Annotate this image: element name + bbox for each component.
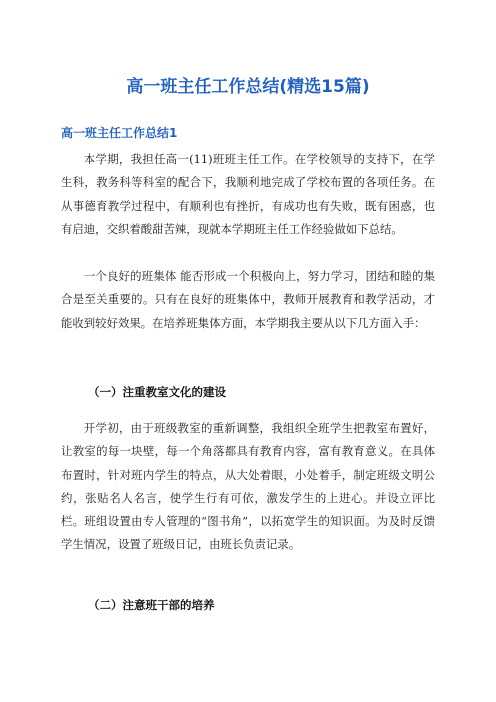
document-title: 高一班主任工作总结(精选15篇) (126, 77, 370, 97)
paragraph-3: 开学初，由于班级教室的重新调整，我组织全班学生把教室布置好，让教室的每一块壁，每一个角落都具有教育内容，富有教育意义。在具体布置时，针对班内学生的特点，从大处着眼，小处着手，制定班级文明公约，张贴名人名言，使学生行有可依，激发学生的上进心。并设立评比栏。班组设置由专人管理的“图书角”，以拓宽学生的知识面。为及时反馈学生情况，设置了班级日记，由班长负责记录。 (61, 421, 435, 552)
subheading-classroom-culture: （一）注重教室文化的建设 (88, 385, 226, 399)
paragraph-1: 本学期，我担任高一(11)班班主任工作。在学校领导的支持下，在学生科，教务科等科室的配合下，我顺利地完成了学校布置的各项任务。在从事德育教学过程中，有顺利也有挫折，有成功也有失败，既有困惑，也有启迪，交织着酸甜苦辣，现就本学期班主任工作经验做如下总结。 (61, 152, 435, 236)
paragraph-2: 一个良好的班集体 能否形成一个积极向上，努力学习，团结和睦的集合是至关重要的。只有在良好的班集体中，教师开展教育和教学活动，才能收到较好效果。在培养班集体方面，本学期我主要从以下几方面入手： (61, 269, 435, 330)
subheading-class-cadre: （二）注意班干部的培养 (88, 598, 215, 612)
section-title: 高一班主任工作总结1 (61, 126, 178, 140)
